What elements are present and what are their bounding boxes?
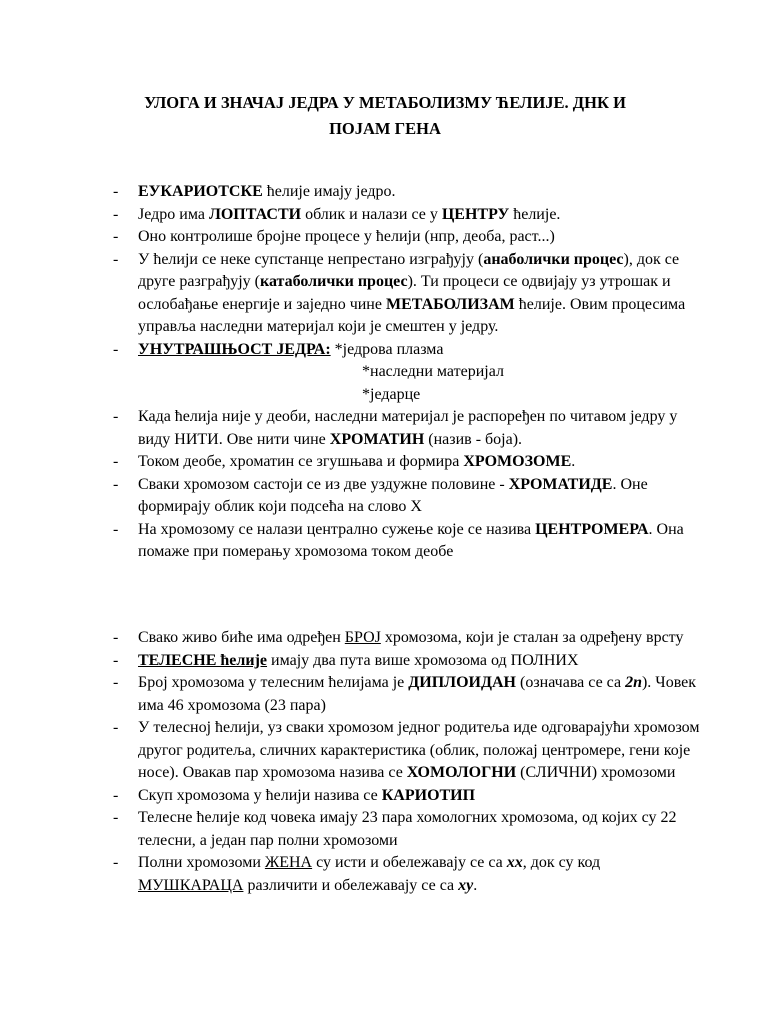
list-item	[113, 339, 703, 407]
bold-term: анаболички процес	[483, 250, 624, 268]
bold-term: ДИПЛОИДАН	[408, 674, 516, 691]
bold-italic-symbol: 2n	[625, 674, 642, 691]
item-text: , док су код	[522, 854, 601, 871]
document-title	[90, 90, 680, 142]
item-text: У ћелији се неке супстанце непрестано изграђују (	[138, 250, 484, 268]
item-text: (СЛИЧНИ) хромозоми	[516, 764, 676, 781]
bold-italic-symbol: xx	[506, 854, 523, 871]
item-text: ). Ти процеси се одвијају уз утрошак и ослобађање енергије и заједно чине	[138, 273, 671, 313]
bullet-dash: -	[113, 854, 119, 871]
list-item	[113, 226, 703, 249]
item-text: На хромозому се налази централно сужење које се назива	[138, 520, 536, 538]
list-item	[113, 204, 703, 227]
item-text: Свако живо биће има одређен	[138, 629, 345, 646]
bold-term: КАРИОТИП	[381, 786, 476, 804]
bullet-dash: -	[113, 408, 119, 425]
bullet-dash: -	[113, 205, 119, 223]
list-item	[113, 717, 703, 785]
bullet-dash: -	[113, 674, 119, 691]
item-text: хромозома, који је сталан за одређену врсту	[380, 629, 684, 646]
underlined-term: БРОЈ	[344, 629, 381, 646]
list-item	[113, 785, 703, 808]
item-text: имају два пута више хромозома од ПОЛНИХ	[267, 651, 579, 669]
bullet-dash: -	[113, 183, 119, 200]
bullet-dash: -	[113, 786, 119, 804]
bullet-dash: -	[113, 809, 119, 826]
underlined-bold-term: ТЕЛЕСНЕ ћелије	[138, 651, 268, 669]
item-text: ). Човек има 46 хромозома (23 пара)	[138, 674, 697, 714]
item-text: ћелије. Овим процесима управља наследни материјал који је смештен у једру.	[138, 295, 686, 335]
list-item	[113, 672, 703, 717]
bold-term: ХРОМОЗОМЕ	[463, 453, 572, 470]
list-item	[113, 852, 703, 897]
underlined-heading: УНУТРАШЊОСТ ЈЕДРА:	[138, 340, 331, 358]
bold-term: ХРОМАТИДЕ	[508, 475, 613, 493]
section-nucleus-list	[113, 181, 703, 564]
title-line-1: УЛОГА И ЗНАЧАЈ ЈЕДРА У МЕТАБОЛИЗМУ ЋЕЛИЈЕ. ДНК И	[144, 93, 626, 112]
item-text: су исти и обележавају се са	[312, 854, 507, 871]
item-text: .	[473, 876, 478, 894]
bold-term: ЦЕНТРОМЕРА	[535, 520, 649, 538]
list-item	[113, 519, 703, 564]
item-text: Једро има	[138, 205, 209, 223]
item-text: Скуп хромозома у ћелији назива се	[138, 786, 382, 804]
list-item	[113, 650, 703, 673]
item-text: .	[571, 453, 576, 470]
bullet-dash: -	[113, 340, 119, 358]
bold-term: ЛОПТАСТИ	[208, 205, 302, 223]
bullet-dash: -	[113, 629, 119, 646]
list-item	[113, 249, 703, 339]
section-chromosome-list	[113, 627, 703, 897]
item-text: (назив - боја).	[424, 430, 523, 448]
item-text: ), док се друге разграђују (	[138, 250, 680, 290]
item-text: Сваки хромозом састоји се из две уздужне половине -	[138, 475, 509, 493]
bold-term: МЕТАБОЛИЗАМ	[385, 295, 515, 313]
bullet-dash: -	[113, 228, 119, 245]
bullet-dash: -	[113, 453, 119, 470]
item-text: . Она помаже при померању хромозома током деобе	[138, 520, 684, 560]
indented-subitem: *наследни материјал	[362, 363, 504, 380]
item-text: Оно контролише бројне процесе у ћелији (нпр, деоба, раст...)	[138, 228, 555, 245]
bold-term: ХОМОЛОГНИ	[406, 764, 517, 781]
title-line-2: ПОЈАМ ГЕНА	[329, 119, 441, 138]
underlined-term: ЖЕНА	[264, 854, 313, 871]
bold-term: ЦЕНТРУ	[441, 205, 510, 223]
bullet-dash: -	[113, 520, 119, 538]
list-item	[113, 181, 703, 204]
indented-subitem: *једарце	[362, 385, 421, 403]
list-item	[113, 474, 703, 519]
item-text: ћелије.	[509, 205, 561, 223]
underlined-term: МУШКАРАЦА	[138, 876, 244, 894]
list-item	[113, 406, 703, 451]
bold-term: ХРОМАТИН	[329, 430, 425, 448]
item-text: облик и налази се у	[301, 205, 442, 223]
bullet-dash: -	[113, 475, 119, 493]
item-text: Број хромозома у телесним ћелијама је	[138, 674, 409, 691]
bullet-dash: -	[113, 651, 119, 669]
list-item	[113, 807, 703, 852]
bullet-dash: -	[113, 250, 119, 268]
bold-italic-symbol: xy	[458, 876, 474, 894]
item-text: . Оне формирају облик који подсећа на слово X	[138, 475, 648, 515]
item-text: ћелије имају једро.	[262, 183, 396, 200]
bullet-dash: -	[113, 719, 119, 736]
bold-term: ЕУКАРИОТСКЕ	[138, 183, 263, 200]
item-text: У телесној ћелији, уз сваки хромозом једног родитеља иде одговарајући хромозом другог родитеља, сличних карактеристика (облик, положај центромере, гени које носе). Овакав пар хромозома назива се	[138, 719, 700, 781]
item-text: (означава се са	[516, 674, 626, 691]
list-item	[113, 451, 703, 474]
item-text: Полни хромозоми	[138, 854, 265, 871]
item-text: Телесне ћелије код човека имају 23 пара хомологних хромозома, од којих су 22 телесни, а један пар полни хромозоми	[138, 809, 677, 849]
item-text: *једрова плазма	[330, 340, 444, 358]
item-text: различити и обележавају се са	[243, 876, 459, 894]
item-text: Током деобе, хроматин се згушњава и формира	[138, 453, 464, 470]
list-item	[113, 627, 703, 650]
item-text: Када ћелија није у деоби, наследни материјал је распоређен по читавом једру у виду НИТИ. Ове нити чине	[138, 408, 678, 448]
bold-term: катаболички процес	[259, 273, 408, 290]
